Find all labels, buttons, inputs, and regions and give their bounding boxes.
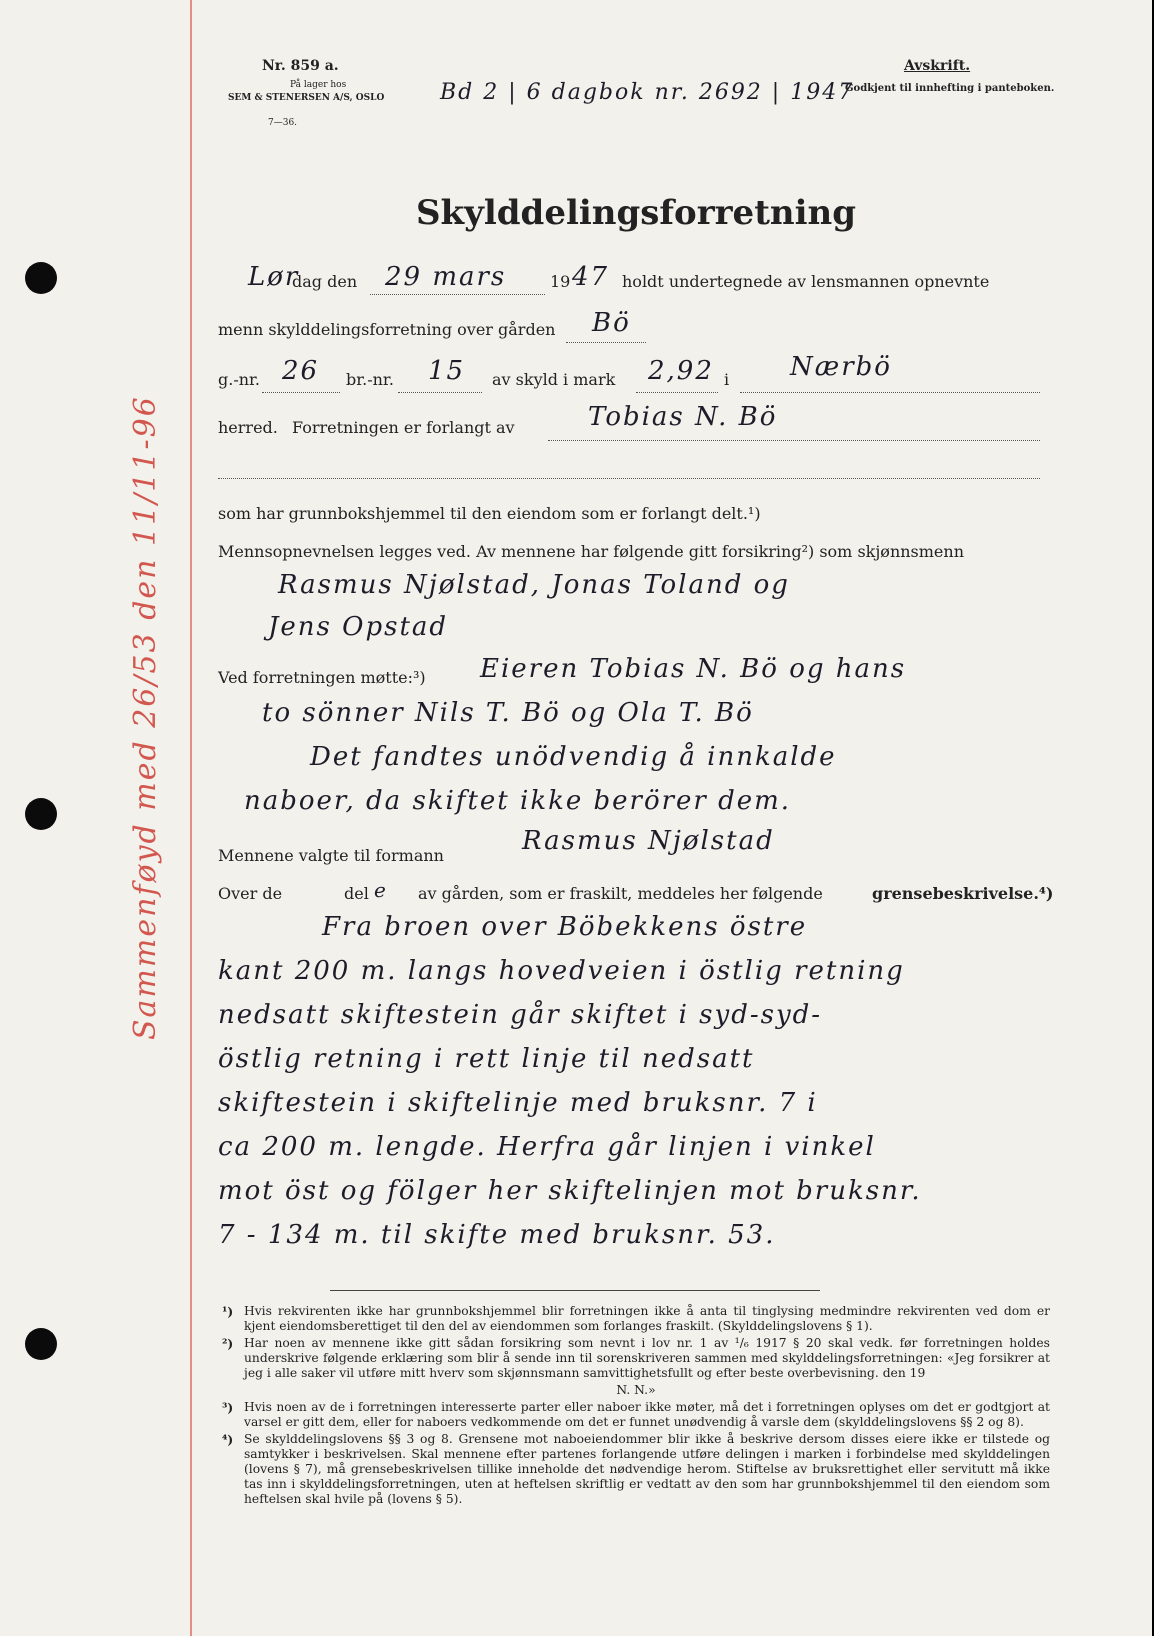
grense-line: nedsatt skiftestein går skiftet i syd-syd-	[218, 1000, 823, 1030]
skjonnsmenn-line-1: Rasmus Njølstad, Jonas Toland og	[278, 570, 790, 600]
footnote-2: ²) Har noen av mennene ikke gitt sådan forsikring som nevnt i lov nr. 1 av ¹/₆ 1917 § 20 skal vedk. før forretningen holdes underskrive følgende erklæring som blir å sende inn til sorenskriveren sammen med skylddelingsforretningen: «Jeg forsikrer at jeg i alle saker vil utføre mitt hverv som skjønnsmann samvittighetsfullt og efter beste overbevisning. den 19	[222, 1336, 1050, 1380]
footnote-4: ⁴) Se skylddelingslovens §§ 3 og 8. Grensene mot naboeiendommer blir ikke å beskrive dersom disses eiere ikke er tilstede og samtykker i beskrivelsen. Skal mennene efter partenes forlangende utføre delingen i marken i forbindelse med skylddelingen (lovens § 7), må grensebeskrivelsen tillike inneholde det nødvendige herom. Stiftelse av bruksrettighet eller servitutt må ikke tas inn i skylddelingsforretningen, uten at heftelsen skriftlig er vedtatt av den som har grunnbokshjemmel til den eiendom som heftelsen skal hvile på (lovens § 5).	[222, 1432, 1050, 1506]
footnote-3: ³) Hvis noen av de i forretningen interesserte parter eller naboer ikke møter, må det i forretningen oplyses om det er godtgjort at varsel er gitt dem, eller for naboers vedkommende om det er funnet unødvendig å varsle dem (skylddelingslovens §§ 2 og 8).	[222, 1400, 1050, 1429]
side-note: Sammenføyd med 26/53 den 11/11-96	[128, 395, 163, 1040]
bnr-label: br.-nr.	[346, 370, 394, 389]
hjemmel-text: som har grunnbokshjemmel til den eiendom som er forlangt delt.¹)	[218, 504, 761, 523]
grense-line: skiftestein i skiftelinje med bruksnr. 7 i	[218, 1088, 818, 1118]
motte-line-1: Eieren Tobias N. Bö og hans	[480, 654, 907, 684]
del-suffix: e	[374, 878, 388, 902]
motte-line-3: Det fandtes unödvendig å innkalde	[310, 742, 837, 772]
punch-hole	[25, 1328, 57, 1360]
skjonnsmenn-line-2: Jens Opstad	[268, 612, 449, 642]
line1-rest: holdt undertegnede av lensmannen opnevnte	[622, 272, 990, 291]
grense-line: östlig retning i rett linje til nedsatt	[218, 1044, 755, 1074]
grense-label: av gården, som er fraskilt, meddeles her følgende	[418, 884, 823, 903]
i-label: i	[724, 370, 730, 389]
gnr-label: g.-nr.	[218, 370, 261, 389]
grense-bold-label: grensebeskrivelse.⁴)	[872, 884, 1054, 903]
margin-line	[190, 0, 192, 1636]
footnotes	[222, 1304, 1050, 1509]
motte-line-4: naboer, da skiftet ikke berörer dem.	[244, 786, 792, 816]
avskrift-label: Avskrift.	[904, 58, 971, 74]
punch-hole	[25, 798, 57, 830]
farm-label: menn skylddelingsforretning over gården	[218, 320, 556, 339]
weekday-prefix: Lør	[248, 262, 300, 292]
farm-name: Bö	[592, 308, 631, 338]
document-title: Skylddelingsforretning	[416, 193, 857, 233]
bnr-value: 15	[428, 356, 466, 386]
date-value: 29 mars	[385, 262, 507, 292]
year-value: 47	[572, 262, 610, 292]
form-number: Nr. 859 a.	[262, 58, 339, 74]
mennsop-text: Mennsopnevnelsen legges ved. Av mennene har følgende gitt forsikring²) som skjønnsmenn	[218, 542, 965, 561]
herred-label: herred.	[218, 418, 278, 437]
over-de-label: Over de	[218, 884, 283, 903]
footnote-1: ¹) Hvis rekvirenten ikke har grunnbokshjemmel blir forretningen ikke å anta til tinglysing medmindre rekvirenten ved dom er kjent eiendomsberettiget til den del av eiendommen som forlanges fraskilt. (Skylddelingslovens § 1).	[222, 1304, 1050, 1333]
publisher-name: SEM & STENERSEN A/S, OSLO	[228, 93, 385, 103]
formann-label: Mennene valgte til formann	[218, 846, 444, 865]
publisher-line: På lager hos	[290, 80, 347, 90]
footnote-2-signature: N. N.»	[616, 1383, 656, 1397]
grense-line: mot öst og fölger her skiftelinjen mot bruksnr.	[218, 1176, 922, 1206]
dagbok-reference: Bd 2 | 6 dagbok nr. 2692 | 1947	[440, 80, 855, 105]
gnr-value: 26	[282, 356, 320, 386]
grense-line: Fra broen over Böbekkens östre	[322, 912, 808, 942]
grense-line: ca 200 m. lengde. Herfra går linjen i vinkel	[218, 1132, 876, 1162]
grense-line: 7 - 134 m. til skifte med bruksnr. 53.	[218, 1220, 776, 1250]
skyld-value: 2,92	[648, 356, 714, 386]
motte-line-2: to sönner Nils T. Bö og Ola T. Bö	[262, 698, 754, 728]
year-prefix: 19	[550, 272, 571, 291]
del-label: del	[344, 884, 369, 903]
forlangt-label: Forretningen er forlangt av	[292, 418, 515, 437]
motte-label: Ved forretningen møtte:³)	[218, 668, 426, 687]
skyld-label: av skyld i mark	[492, 370, 616, 389]
herred-name: Nærbö	[790, 352, 892, 382]
formann-name: Rasmus Njølstad	[522, 826, 775, 856]
grense-line: kant 200 m. langs hovedveien i östlig retning	[218, 956, 905, 986]
godkjent-label: Godkjent til innhefting i panteboken.	[845, 83, 1055, 94]
publisher-date: 7—36.	[268, 118, 298, 128]
punch-hole	[25, 262, 57, 294]
dag-label: dag den	[292, 272, 358, 291]
footnote-divider	[330, 1290, 820, 1291]
forlangt-name: Tobias N. Bö	[588, 402, 778, 432]
